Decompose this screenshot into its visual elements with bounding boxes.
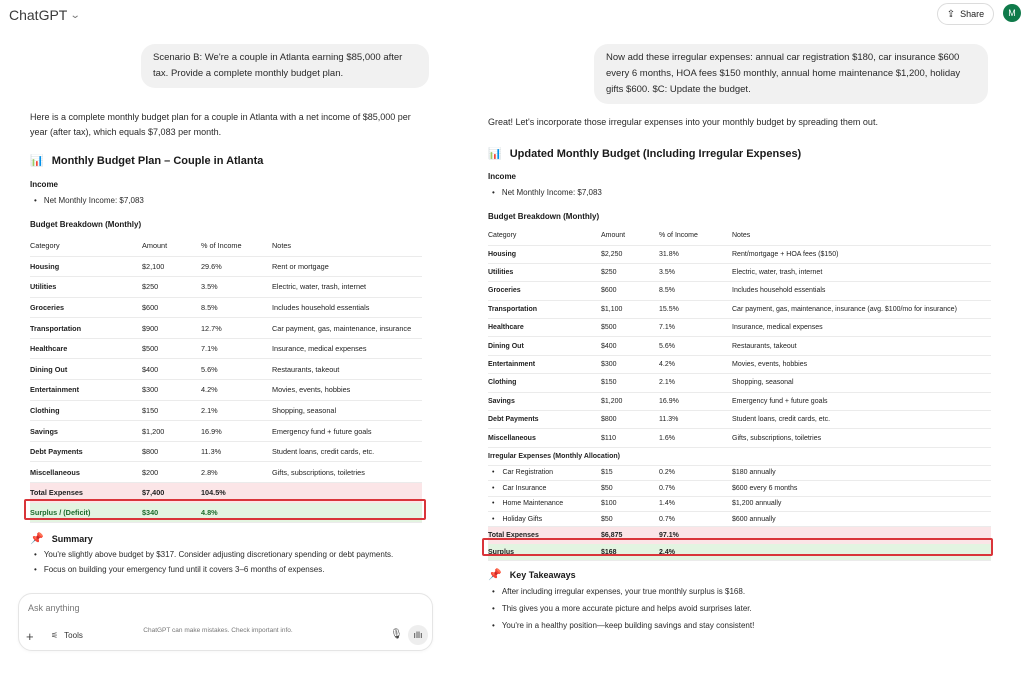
irregular-expenses-heading: Irregular Expenses (Monthly Allocation) [488, 452, 620, 460]
category-cell: Savings [30, 426, 58, 436]
assistant-intro: Great! Let's incorporate those irregular expenses into your monthly budget by spreading them out. [488, 117, 878, 127]
amount-cell: $600 [601, 287, 617, 295]
irregular-expense-row [488, 496, 991, 511]
notes-cell: Insurance, medical expenses [732, 324, 823, 332]
user-message-bubble: Now add these irregular expenses: annual car registration $180, car insurance $600 every 6 months, HOA fees $150 monthly, annual home maintenance $1,200, holiday gifts $600. $C: Update the budget. [594, 44, 988, 104]
percent-cell: 1.6% [659, 434, 675, 442]
percent-cell: 29.6% [201, 261, 222, 271]
table-row [30, 380, 422, 401]
breakdown-heading: Budget Breakdown (Monthly) [488, 212, 600, 221]
column-header: Notes [732, 232, 751, 240]
percent-cell: 16.9% [659, 397, 679, 405]
disclaimer-text: ChatGPT can make mistakes. Check important info. [143, 627, 293, 634]
notes-cell: Includes household essentials [732, 287, 826, 295]
percent-cell: 5.6% [659, 342, 675, 350]
notes-cell: $1,200 annually [732, 500, 782, 508]
takeaway-bullet: • This gives you a more accurate picture and helps avoid surprises later. [492, 604, 752, 613]
category-cell: Housing [30, 261, 60, 271]
takeaways-heading [488, 568, 576, 581]
amount-cell: $500 [142, 344, 159, 354]
share-button[interactable] [937, 3, 994, 25]
column-header: Category [30, 241, 60, 251]
percent-cell: 2.4% [659, 548, 675, 556]
left-chat-panel [0, 30, 445, 683]
percent-cell: 15.5% [659, 305, 679, 313]
category-cell: Miscellaneous [30, 467, 80, 477]
category-cell: Entertainment [488, 361, 536, 369]
notes-cell: $180 annually [732, 469, 776, 477]
category-cell: Debt Payments [30, 447, 83, 457]
category-cell: Debt Payments [488, 416, 539, 424]
avatar[interactable]: M [1003, 4, 1021, 22]
notes-cell: Electric, water, trash, internet [732, 269, 823, 277]
category-cell: Utilities [488, 269, 514, 277]
irregular-expense-row [488, 465, 991, 480]
updated-budget-heading-text: Updated Monthly Budget (Including Irregular Expenses) [509, 147, 802, 160]
summary-bullet: • Focus on building your emergency fund until it covers 3–6 months of expenses. [34, 565, 324, 574]
notes-cell: Gifts, subscriptions, toiletries [732, 434, 822, 442]
table-row [30, 318, 422, 339]
irregular-expense-row [488, 511, 991, 526]
amount-cell: $1,200 [142, 426, 165, 436]
table-row [488, 319, 991, 337]
message-input[interactable] [28, 603, 328, 613]
percent-cell: 2.1% [201, 405, 218, 415]
notes-cell: Student loans, credit cards, etc. [272, 447, 375, 457]
table-row [488, 411, 991, 429]
summary-heading-text: Summary [51, 533, 93, 544]
table-row [30, 462, 422, 483]
table-row [30, 400, 422, 421]
notes-cell: Rent/mortgage + HOA fees ($150) [732, 250, 839, 258]
amount-cell: $2,250 [601, 250, 623, 258]
takeaway-bullet: • After including irregular expenses, your true monthly surplus is $168. [492, 587, 745, 596]
percent-cell: 2.8% [201, 467, 218, 477]
notes-cell: Includes household essentials [272, 302, 370, 312]
pin-icon: 📌 [30, 533, 44, 545]
notes-cell: Car payment, gas, maintenance, insurance (avg. $100/mo for insurance) [732, 305, 957, 313]
category-cell: Groceries [488, 287, 521, 295]
takeaway-bullet: • You're in a healthy position—keep building savings and stay consistent! [492, 621, 754, 630]
budget-heading [30, 154, 263, 167]
category-cell: Groceries [30, 302, 65, 312]
table-row [488, 429, 991, 447]
percent-cell: 97.1% [659, 532, 679, 540]
income-bullet: • Net Monthly Income: $7,083 [492, 188, 602, 197]
notes-cell: Restaurants, takeout [272, 364, 340, 374]
column-header: % of Income [201, 241, 242, 251]
amount-cell: $100 [601, 500, 617, 508]
amount-cell: $400 [601, 342, 617, 350]
percent-cell: 11.3% [659, 416, 679, 424]
message-composer [18, 593, 433, 651]
table-row [488, 374, 991, 392]
income-heading: Income [488, 172, 517, 181]
amount-cell: $900 [142, 323, 159, 333]
amount-cell: $340 [142, 507, 159, 517]
summary-bullet: • You're slightly above budget by $317. Consider adjusting discretionary spending or debt payments. [34, 550, 393, 559]
amount-cell: $1,100 [601, 305, 623, 313]
user-message-bubble: Scenario B: We're a couple in Atlanta earning $85,000 after tax. Provide a complete monthly budget plan. [141, 44, 429, 88]
notes-cell: Gifts, subscriptions, toiletries [272, 467, 365, 477]
amount-cell: $300 [601, 361, 617, 369]
percent-cell: 3.5% [659, 269, 675, 277]
share-icon: ⇪ [946, 8, 956, 20]
notes-cell: Restaurants, takeout [732, 342, 797, 350]
table-row [488, 300, 991, 318]
amount-cell: $600 [142, 302, 159, 312]
percent-cell: 3.5% [201, 282, 218, 292]
column-header: Category [488, 232, 517, 240]
summary-heading [30, 532, 93, 545]
notes-cell: Emergency fund + future goals [272, 426, 372, 436]
amount-cell: $168 [601, 548, 617, 556]
amount-cell: $15 [601, 469, 613, 477]
amount-cell: $800 [601, 416, 617, 424]
notes-cell: Insurance, medical expenses [272, 344, 367, 354]
assistant-intro: Here is a complete monthly budget plan for a couple in Atlanta with a net income of $85,000 per year (after tax), which equals $7,083 per month. [30, 112, 411, 137]
category-cell: • Holiday Gifts [488, 511, 601, 526]
chart-icon: 📊 [30, 155, 44, 167]
table-row [30, 277, 422, 298]
percent-cell: 0.7% [659, 515, 675, 523]
notes-cell: $600 annually [732, 515, 776, 523]
right-chat-panel [445, 30, 1024, 683]
category-cell: Miscellaneous [488, 434, 536, 442]
category-cell: Transportation [488, 305, 538, 313]
pin-icon: 📌 [488, 569, 502, 581]
percent-cell: 12.7% [201, 323, 222, 333]
income-bullet: • Net Monthly Income: $7,083 [34, 196, 144, 205]
category-cell: Entertainment [30, 385, 80, 395]
category-cell: • Home Maintenance [488, 496, 601, 511]
budget-heading-text: Monthly Budget Plan – Couple in Atlanta [51, 154, 264, 167]
amount-cell: $400 [142, 364, 159, 374]
percent-cell: 11.3% [201, 447, 222, 457]
amount-cell: $6,875 [601, 532, 623, 540]
category-cell: • Car Registration [488, 465, 601, 480]
notes-cell: Shopping, seasonal [732, 379, 794, 387]
percent-cell: 0.2% [659, 469, 675, 477]
amount-cell: $50 [601, 484, 613, 492]
category-cell: Surplus [488, 548, 515, 556]
category-cell: Clothing [488, 379, 517, 387]
amount-cell: $150 [601, 379, 617, 387]
amount-cell: $110 [601, 434, 617, 442]
irregular-expense-row [488, 481, 991, 496]
budget-table [30, 236, 422, 523]
microphone-icon[interactable]: 🎙 [390, 629, 403, 640]
column-header: Notes [272, 241, 292, 251]
table-row [30, 359, 422, 380]
irregular-expenses-heading-row [488, 447, 991, 465]
table-row [30, 338, 422, 359]
percent-cell: 0.7% [659, 484, 675, 492]
column-header: Amount [601, 232, 626, 240]
category-cell: Total Expenses [30, 488, 83, 498]
category-cell: Utilities [30, 282, 57, 292]
surplus-highlight-box [24, 499, 426, 520]
amount-cell: $7,400 [142, 488, 165, 498]
percent-cell: 5.6% [201, 364, 218, 374]
percent-cell: 4.2% [201, 385, 218, 395]
top-bar [0, 0, 1024, 30]
notes-cell: $600 every 6 months [732, 484, 798, 492]
category-cell: Healthcare [488, 324, 524, 332]
amount-cell: $2,100 [142, 261, 165, 271]
updated-budget-heading [488, 147, 801, 160]
table-header-row [30, 236, 422, 256]
notes-cell: Electric, water, trash, internet [272, 282, 367, 292]
app-title: ChatGPT [9, 7, 68, 23]
percent-cell: 2.1% [659, 379, 675, 387]
notes-cell: Student loans, credit cards, etc. [732, 416, 831, 424]
amount-cell: $500 [601, 324, 617, 332]
tools-label: Tools [64, 631, 83, 640]
takeaways-heading-text: Key Takeaways [509, 569, 576, 580]
amount-cell: $1,200 [601, 397, 623, 405]
percent-cell: 4.2% [659, 361, 675, 369]
table-row [488, 337, 991, 355]
amount-cell: $800 [142, 447, 159, 457]
percent-cell: 16.9% [201, 426, 222, 436]
category-cell: Total Expenses [488, 532, 539, 540]
amount-cell: $50 [601, 515, 613, 523]
percent-cell: 8.5% [659, 287, 675, 295]
sliders-icon: ⚟ [51, 631, 59, 640]
plus-icon[interactable]: + [26, 629, 34, 644]
percent-cell: 8.5% [201, 302, 218, 312]
category-cell: Surplus / (Deficit) [30, 507, 91, 517]
category-cell: Savings [488, 397, 515, 405]
notes-cell: Emergency fund + future goals [732, 397, 828, 405]
table-row [488, 355, 991, 373]
surplus-highlight-box [482, 538, 993, 556]
chart-icon: 📊 [488, 148, 502, 160]
percent-cell: 1.4% [659, 500, 675, 508]
table-row [30, 256, 422, 277]
income-heading: Income [30, 180, 59, 189]
notes-cell: Movies, events, hobbies [732, 361, 808, 369]
notes-cell: Rent or mortgage [272, 261, 329, 271]
category-cell: Clothing [30, 405, 60, 415]
table-header-row [488, 227, 991, 245]
percent-cell: 7.1% [201, 344, 218, 354]
model-selector[interactable] [9, 7, 80, 23]
column-header: Amount [142, 241, 168, 251]
table-row [30, 297, 422, 318]
chevron-down-icon: ⌄ [70, 9, 82, 21]
amount-cell: $250 [601, 269, 617, 277]
percent-cell: 4.8% [201, 507, 218, 517]
category-cell: Dining Out [30, 364, 68, 374]
category-cell: Healthcare [30, 344, 68, 354]
waveform-icon: ıllı [413, 630, 423, 640]
amount-cell: $250 [142, 282, 159, 292]
column-header: % of Income [659, 232, 698, 240]
amount-cell: $150 [142, 405, 159, 415]
updated-budget-table [488, 227, 991, 561]
breakdown-heading: Budget Breakdown (Monthly) [30, 220, 142, 229]
category-cell: Dining Out [488, 342, 524, 350]
table-row [488, 263, 991, 281]
percent-cell: 104.5% [201, 488, 226, 498]
table-row [488, 245, 991, 263]
notes-cell: Shopping, seasonal [272, 405, 337, 415]
table-row [30, 421, 422, 442]
percent-cell: 31.8% [659, 250, 679, 258]
percent-cell: 7.1% [659, 324, 675, 332]
share-label: Share [960, 9, 985, 19]
notes-cell: Movies, events, hobbies [272, 385, 351, 395]
table-row [30, 441, 422, 462]
amount-cell: $300 [142, 385, 159, 395]
category-cell: Transportation [30, 323, 82, 333]
amount-cell: $200 [142, 467, 159, 477]
category-cell: Housing [488, 250, 516, 258]
table-row [488, 392, 991, 410]
category-cell: • Car Insurance [488, 481, 601, 496]
notes-cell: Car payment, gas, maintenance, insurance [272, 323, 412, 333]
table-row [488, 282, 991, 300]
